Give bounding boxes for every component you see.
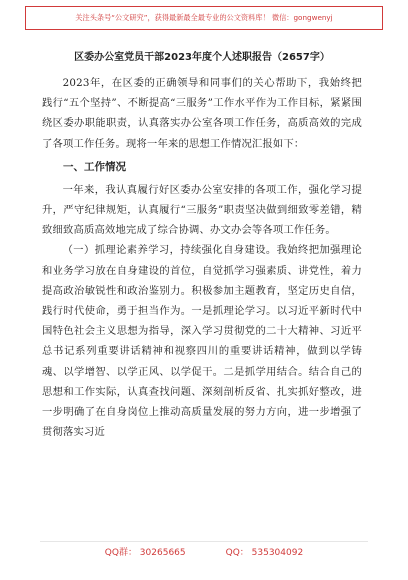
footer-divider xyxy=(40,541,368,542)
section-heading: 一、工作情况 xyxy=(63,160,126,173)
footer xyxy=(0,545,408,558)
document-body xyxy=(42,48,362,442)
document-title: 区委办公室党员干部2023年度个人述职报告（2657字） xyxy=(74,52,330,63)
section-paragraph: 一年来，我认真履行好区委办公室安排的各项工作，强化学习提升，严守纪律规矩，认真履行“三服务”职责坚决做到细致零差错，精致细致高质高效地完成了综合协调、办文办会等各项工作任务。 xyxy=(42,183,362,237)
intro-paragraph: 2023年，在区委的正确领导和同事们的关心帮助下，我始终把践行“五个坚持”、不断提高“三服务”工作水平作为工作目标，紧紧围绕区委办职能职责，认真落实办公室各项工作任务，高质高效的完成了各项工作任务。现将一年来的思想工作情况汇报如下： xyxy=(42,77,362,150)
footer-qq-group: QQ群： 30265665 xyxy=(104,548,186,558)
header-banner: 关注头条号“公文研究”，获得最新最全最专业的公文资料库！ 微信：gongwenyj xyxy=(25,6,383,30)
subsection-paragraph: （一）抓理论素养学习，持续强化自身建设。我始终把加强理论和业务学习放在自身建设的首位，自觉抓学习强素质、讲党性，着力提高政治敏锐性和政治鉴别力。积极参加主题教育，坚定历史自信，践行时代使命，勇于担当作为。一是抓理论学习。以习近平新时代中国特色社会主义思想为指导，深入学习贯彻党的二十大精神、习近平总书记系列重要讲话精神和视察四川的重要讲话精神，做到以学铸魂、以学增智、以学正风、以学促干。二是抓学用结合。结合自己的思想和工作实际，认真查找问题、深刻剖析反省、扎实抓好整改，进一步明确了在自身岗位上推动高质量发展的努力方向，进一步增强了贯彻落实习近 xyxy=(42,244,362,439)
footer-qq: QQ： 535304092 xyxy=(225,548,304,558)
